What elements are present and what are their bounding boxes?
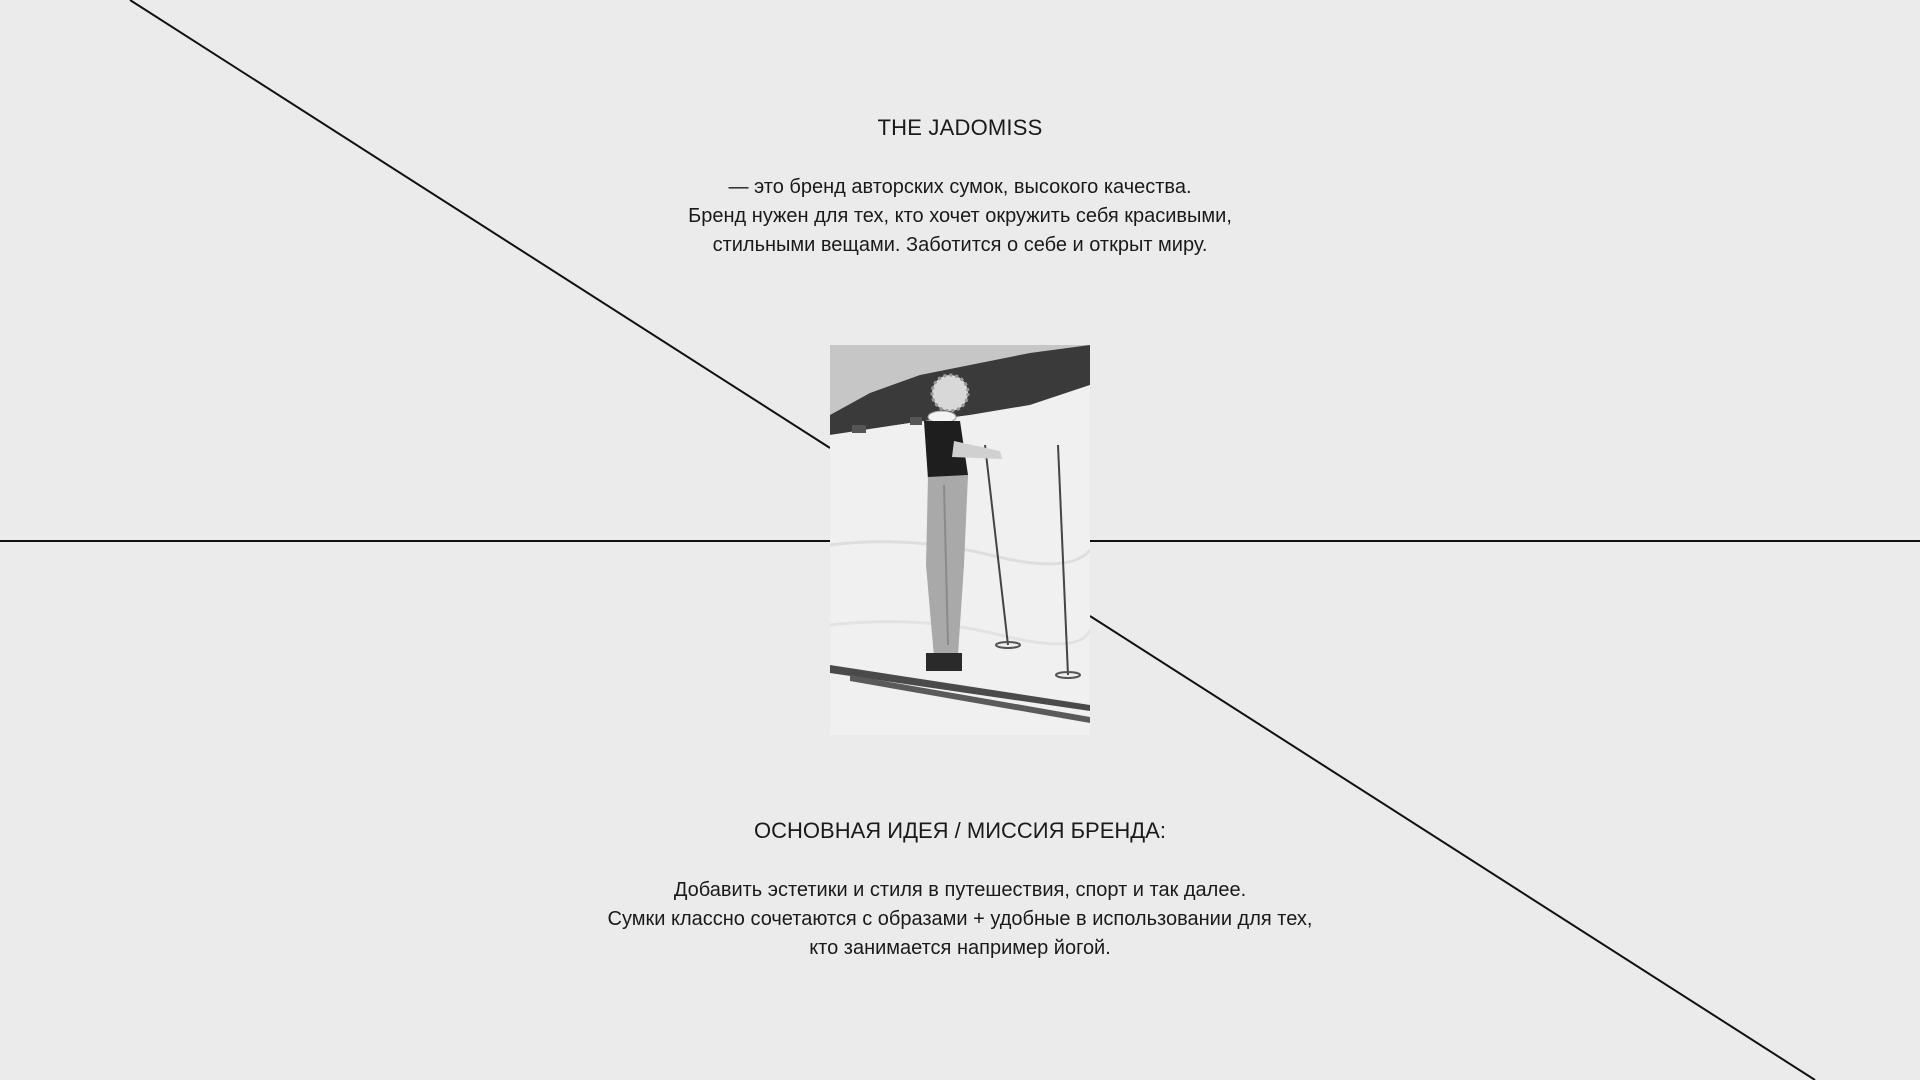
intro-line: стильными вещами. Заботится о себе и открыт миру. [712,234,1208,256]
brand-title: THE JADOMISS [877,115,1043,140]
mission-text [0,876,1920,963]
diagonal-line-bottom [1090,616,1815,1080]
mission-line: Добавить эстетики и стиля в путешествия, спорт и так далее. [673,879,1247,901]
mission-line: Сумки классно сочетаются с образами + удобные в использовании для тех, [607,908,1313,930]
intro-line: — это бренд авторских сумок, высокого качества. [728,176,1192,198]
brand-intro [0,173,1920,260]
mission-line: кто занимается например йогой. [809,937,1111,959]
vintage-skier-photo [830,345,1090,735]
mission-title: ОСНОВНАЯ ИДЕЯ / МИССИЯ БРЕНДА: [754,818,1166,843]
intro-line: Бренд нужен для тех, кто хочет окружить себя красивыми, [688,205,1232,227]
